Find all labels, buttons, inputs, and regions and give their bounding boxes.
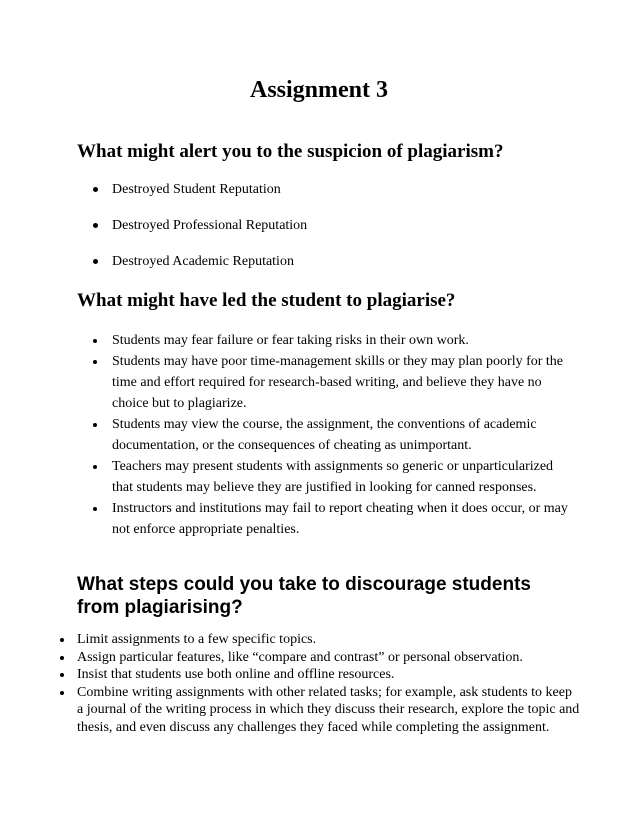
bullet-icon: [93, 423, 97, 427]
bullet-icon: [60, 656, 64, 660]
prevention-list: [60, 631, 580, 736]
list-item: Instructors and institutions may fail to report cheating when it does occur, or may not enforce appropriate penalties.: [93, 498, 573, 540]
bullet-icon: [93, 507, 97, 511]
suspicion-list: [93, 180, 553, 288]
bullet-icon: [60, 673, 64, 677]
list-item: Insist that students use both online and offline resources.: [60, 666, 580, 684]
bullet-icon: [60, 638, 64, 642]
section-heading-suspicion: What might alert you to the suspicion of plagiarism?: [77, 141, 504, 162]
list-item: Destroyed Academic Reputation: [93, 252, 553, 288]
page-title: Assignment 3: [249, 77, 388, 103]
list-item: Assign particular features, like “compare and contrast” or personal observation.: [60, 649, 580, 667]
bullet-icon: [60, 691, 64, 695]
list-item: Limit assignments to a few specific topics.: [60, 631, 580, 649]
list-item: Students may fear failure or fear taking risks in their own work.: [93, 330, 573, 351]
bullet-icon: [93, 187, 98, 192]
bullet-icon: [93, 465, 97, 469]
bullet-icon: [93, 223, 98, 228]
bullet-icon: [93, 259, 98, 264]
list-item: Destroyed Student Reputation: [93, 180, 553, 216]
bullet-icon: [93, 339, 97, 343]
list-item: Combine writing assignments with other related tasks; for example, ask students to keep a journal of the writing process in which they discuss their research, explore the topic and thesis, and even discuss any challenges they faced while completing the assignment.: [60, 684, 580, 737]
list-item: Students may view the course, the assignment, the conventions of academic documentation, or the consequences of cheating as unimportant.: [93, 414, 573, 456]
list-item: Destroyed Professional Reputation: [93, 216, 553, 252]
section-heading-prevention: What steps could you take to discourage students from plagiarising?: [77, 574, 531, 618]
section-heading-causes: What might have led the student to plagiarise?: [77, 290, 456, 311]
causes-list: [93, 330, 573, 540]
bullet-icon: [93, 360, 97, 364]
list-item: Teachers may present students with assignments so generic or unparticularized that students may believe they are justified in looking for canned responses.: [93, 456, 573, 498]
list-item: Students may have poor time-management skills or they may plan poorly for the time and effort required for research-based writing, and believe they have no choice but to plagiarize.: [93, 351, 573, 414]
